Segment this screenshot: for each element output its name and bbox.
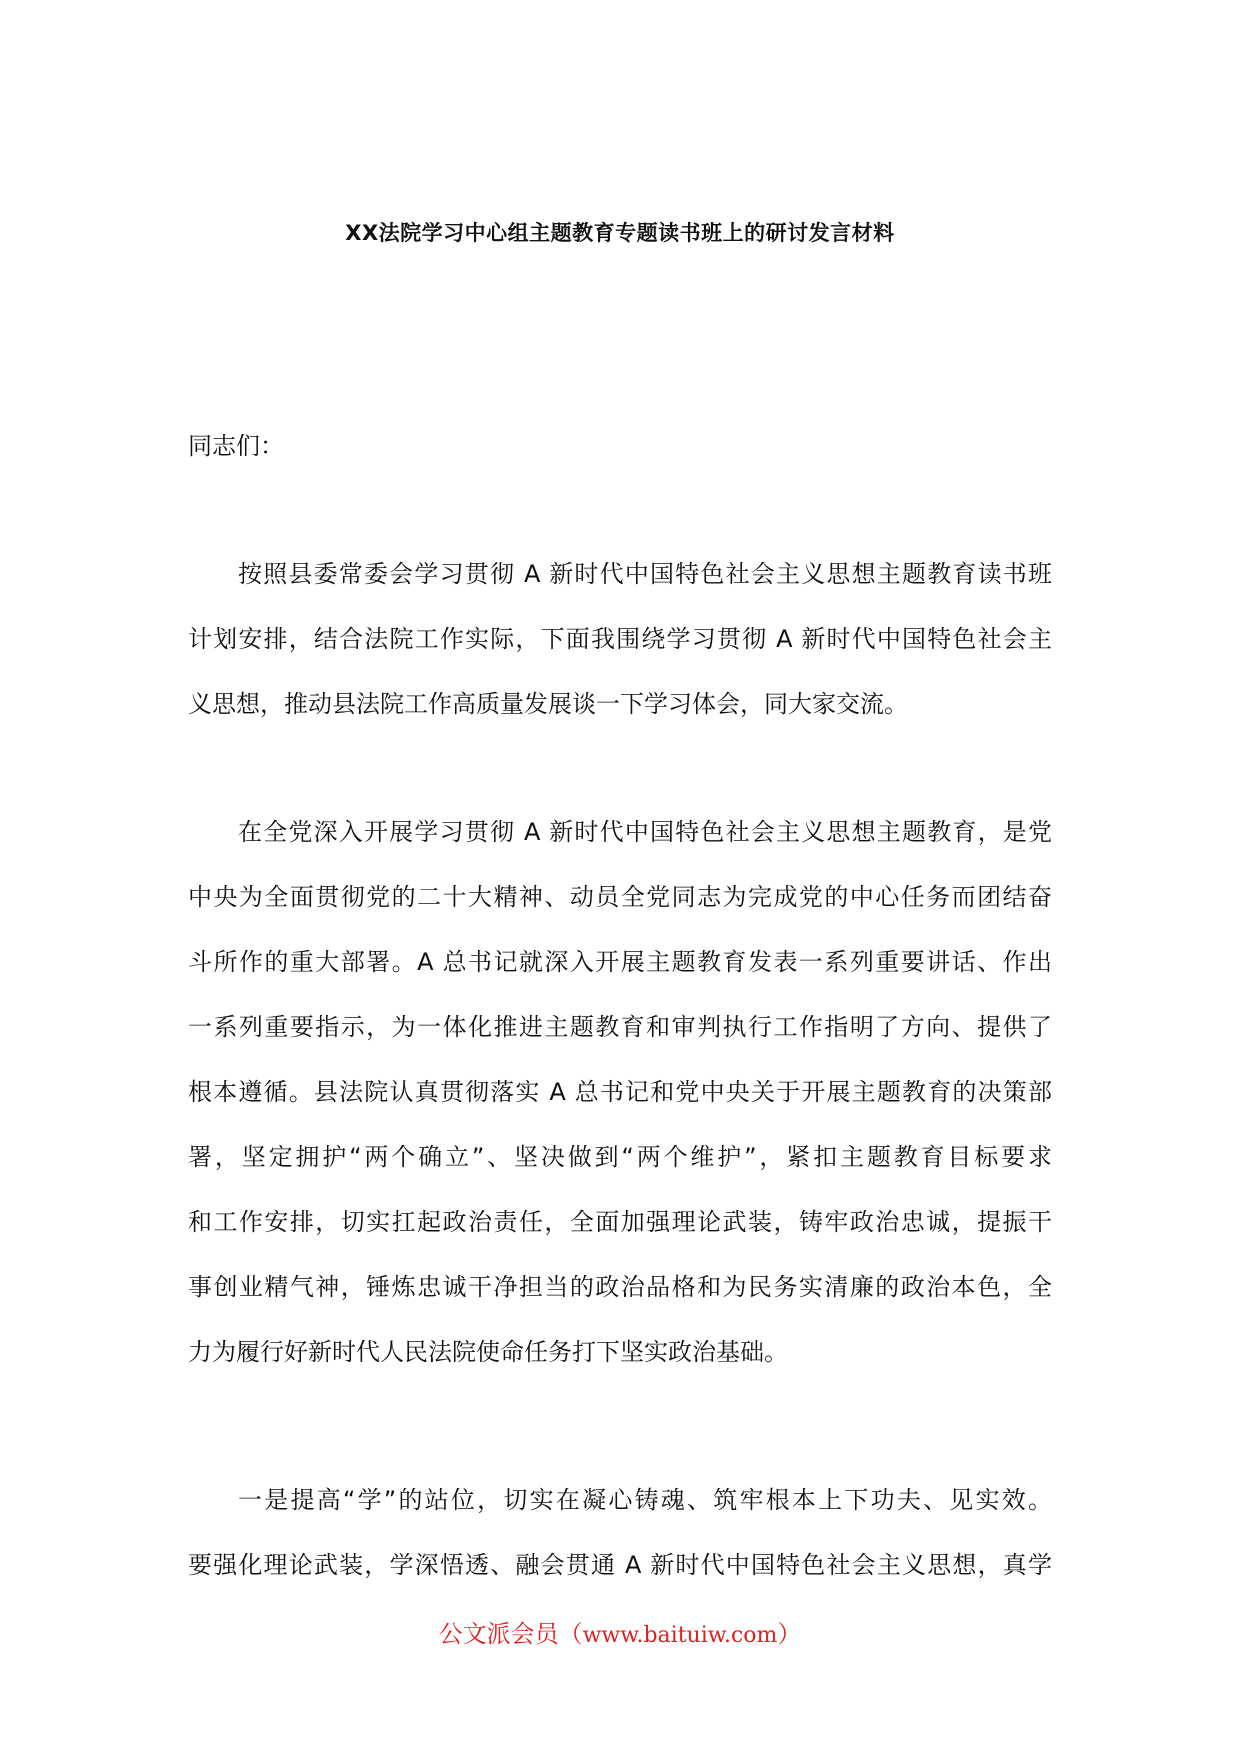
- paragraph-line: 力为履行好新时代人民法院使命任务打下坚实政治基础。: [188, 1338, 788, 1366]
- paragraph-3: [188, 1468, 1052, 1598]
- paragraph-line: 斗所作的重大部署。A 总书记就深入开展主题教育发表一系列重要讲话、作出: [188, 948, 1052, 976]
- paragraph-2: [188, 800, 1052, 1385]
- paragraph-line: 在全党深入开展学习贯彻 A 新时代中国特色社会主义思想主题教育，是党: [238, 818, 1052, 846]
- paragraph-line: 署，坚定拥护“两个确立”、坚决做到“两个维护”，紧扣主题教育目标要求: [188, 1143, 1052, 1171]
- paragraph-line: 义思想，推动县法院工作高质量发展谈一下学习体会，同大家交流。: [188, 690, 908, 718]
- footer-url-link[interactable]: www.baituiw.com: [582, 1623, 778, 1648]
- footer-suffix: ）: [777, 1620, 802, 1648]
- paragraph-line: 一是提高“学”的站位，切实在凝心铸魂、筑牢根本上下功夫、见实效。: [238, 1486, 1052, 1514]
- paragraph-line: 事创业精气神，锤炼忠诚干净担当的政治品格和为民务实清廉的政治本色，全: [188, 1273, 1052, 1301]
- paragraph-line: 计划安排，结合法院工作实际，下面我围绕学习贯彻 A 新时代中国特色社会主: [188, 625, 1052, 653]
- paragraph-line: 根本遵循。县法院认真贯彻落实 A 总书记和党中央关于开展主题教育的决策部: [188, 1078, 1052, 1106]
- footer-prefix: 公文派会员（: [438, 1620, 583, 1648]
- paragraph-line: 中央为全面贯彻党的二十大精神、动员全党同志为完成党的中心任务而团结奋: [188, 883, 1052, 911]
- paragraph-line: 和工作安排，切实扛起政治责任，全面加强理论武装，铸牢政治忠诚，提振干: [188, 1208, 1052, 1236]
- paragraph-line: 按照县委常委会学习贯彻 A 新时代中国特色社会主义思想主题教育读书班: [238, 560, 1052, 588]
- paragraph-line: 要强化理论武装，学深悟透、融会贯通 A 新时代中国特色社会主义思想，真学: [188, 1551, 1052, 1579]
- footer-watermark: [0, 1616, 1240, 1654]
- document-title: XX法院学习中心组主题教育专题读书班上的研讨发言材料: [345, 221, 895, 245]
- salutation: 同志们：: [188, 432, 284, 460]
- paragraph-1: [188, 542, 1052, 737]
- paragraph-line: 一系列重要指示，为一体化推进主题教育和审判执行工作指明了方向、提供了: [188, 1013, 1052, 1041]
